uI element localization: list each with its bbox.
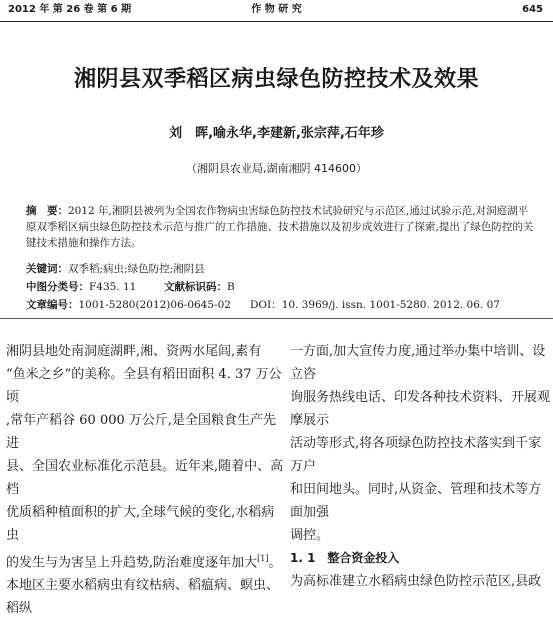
- body-text: 的发生与为害呈上升趋势,防治难度逐年加大: [6, 555, 258, 571]
- body-line: 活动等形式,将各项绿色防控技术落实到千家万户: [290, 436, 542, 474]
- author-affiliation: （湘阴县农业局,湖南湘阴 414600）: [186, 162, 367, 175]
- clc-value: F435. 11: [89, 281, 137, 293]
- page-number: 645: [522, 4, 543, 15]
- doc-code-label: 文献标识码：: [164, 281, 227, 293]
- body-line: 和田间地头。同时,从资金、管理和技术等方面加强: [290, 482, 542, 520]
- article-id-label: 文章编号：: [26, 299, 79, 311]
- journal-issue: 2012 年 第 26 卷 第 6 期: [8, 4, 132, 15]
- left-column: [6, 340, 286, 620]
- body-line: 湘阴县地处南洞庭湖畔,湘、资两水尾闾,素有: [6, 344, 262, 359]
- article-id-value: 1001-5280(2012)06-0645-02: [78, 299, 231, 311]
- body-line: 询服务热线电话、印发各种技术资料、开展观摩展示: [290, 390, 551, 428]
- header-rule: [0, 21, 553, 22]
- body-line: 本地区主要水稻病虫有纹枯病、稻瘟病、螟虫、稻纵: [6, 578, 280, 617]
- abstract-rule: [0, 318, 553, 319]
- doi: [250, 298, 500, 312]
- doc-code: [164, 280, 235, 294]
- right-column: [290, 340, 552, 593]
- body-text: 。: [268, 555, 282, 571]
- body-line: ,常年产稻谷 60 000 万公斤,是全国粮食生产先进: [6, 413, 277, 451]
- clc-label: 中图分类号：: [26, 281, 89, 293]
- article-title: 湘阴县双季稻区病虫绿色防控技术及效果: [73, 67, 479, 92]
- doc-code-value: B: [227, 281, 235, 293]
- classification-line: [26, 280, 536, 294]
- body-line-with-ref: [6, 547, 286, 574]
- body-line: 县、全国农业标准化示范县。近年来,随着中、高档: [6, 459, 284, 497]
- reference-marker: [1]: [257, 554, 269, 563]
- abstract: [26, 203, 536, 251]
- body-line: 为高标准建立水稻病虫绿色防控示范区,县政: [290, 574, 542, 589]
- doi-value: 10. 3969/j. issn. 1001-5280. 2012. 06. 07: [281, 299, 500, 311]
- running-header: [0, 0, 553, 20]
- article-id-line: [26, 298, 536, 312]
- abstract-text: 2012 年,湘阴县被列为全国农作物病虫害绿色防控技术试验研究与示范区,通过试验示范,对洞庭湖平原双季稻区病虫绿色防控技术示范与推广的工作措施、技术措施以及初步成效进行了探索,提出了绿色防控的关键技术措施和操作方法。: [26, 205, 534, 249]
- keywords-text: 双季稻;病虫;绿色防控;湘阴县: [68, 263, 205, 275]
- body-line: 一方面,加大宣传力度,通过举办集中培训、设立咨: [290, 344, 546, 382]
- body-line: “鱼米之乡”的美称。全县有稻田面积 4. 37 万公顷: [6, 367, 282, 405]
- section-heading: 1. 1 整合资金投入: [290, 551, 400, 565]
- doi-label: DOI：: [250, 299, 282, 311]
- body-line: 优质稻种植面积的扩大,全球气候的变化,水稻病虫: [6, 505, 275, 543]
- journal-name: 作 物 研 究: [251, 4, 302, 15]
- abstract-label: 摘 要：: [26, 205, 68, 217]
- keywords-label: 关键词：: [26, 263, 68, 275]
- keywords: [26, 262, 205, 276]
- article-authors: 刘 晖,喻永华,李建新,张宗萍,石年珍: [169, 126, 384, 141]
- body-line: 调控。: [290, 528, 330, 543]
